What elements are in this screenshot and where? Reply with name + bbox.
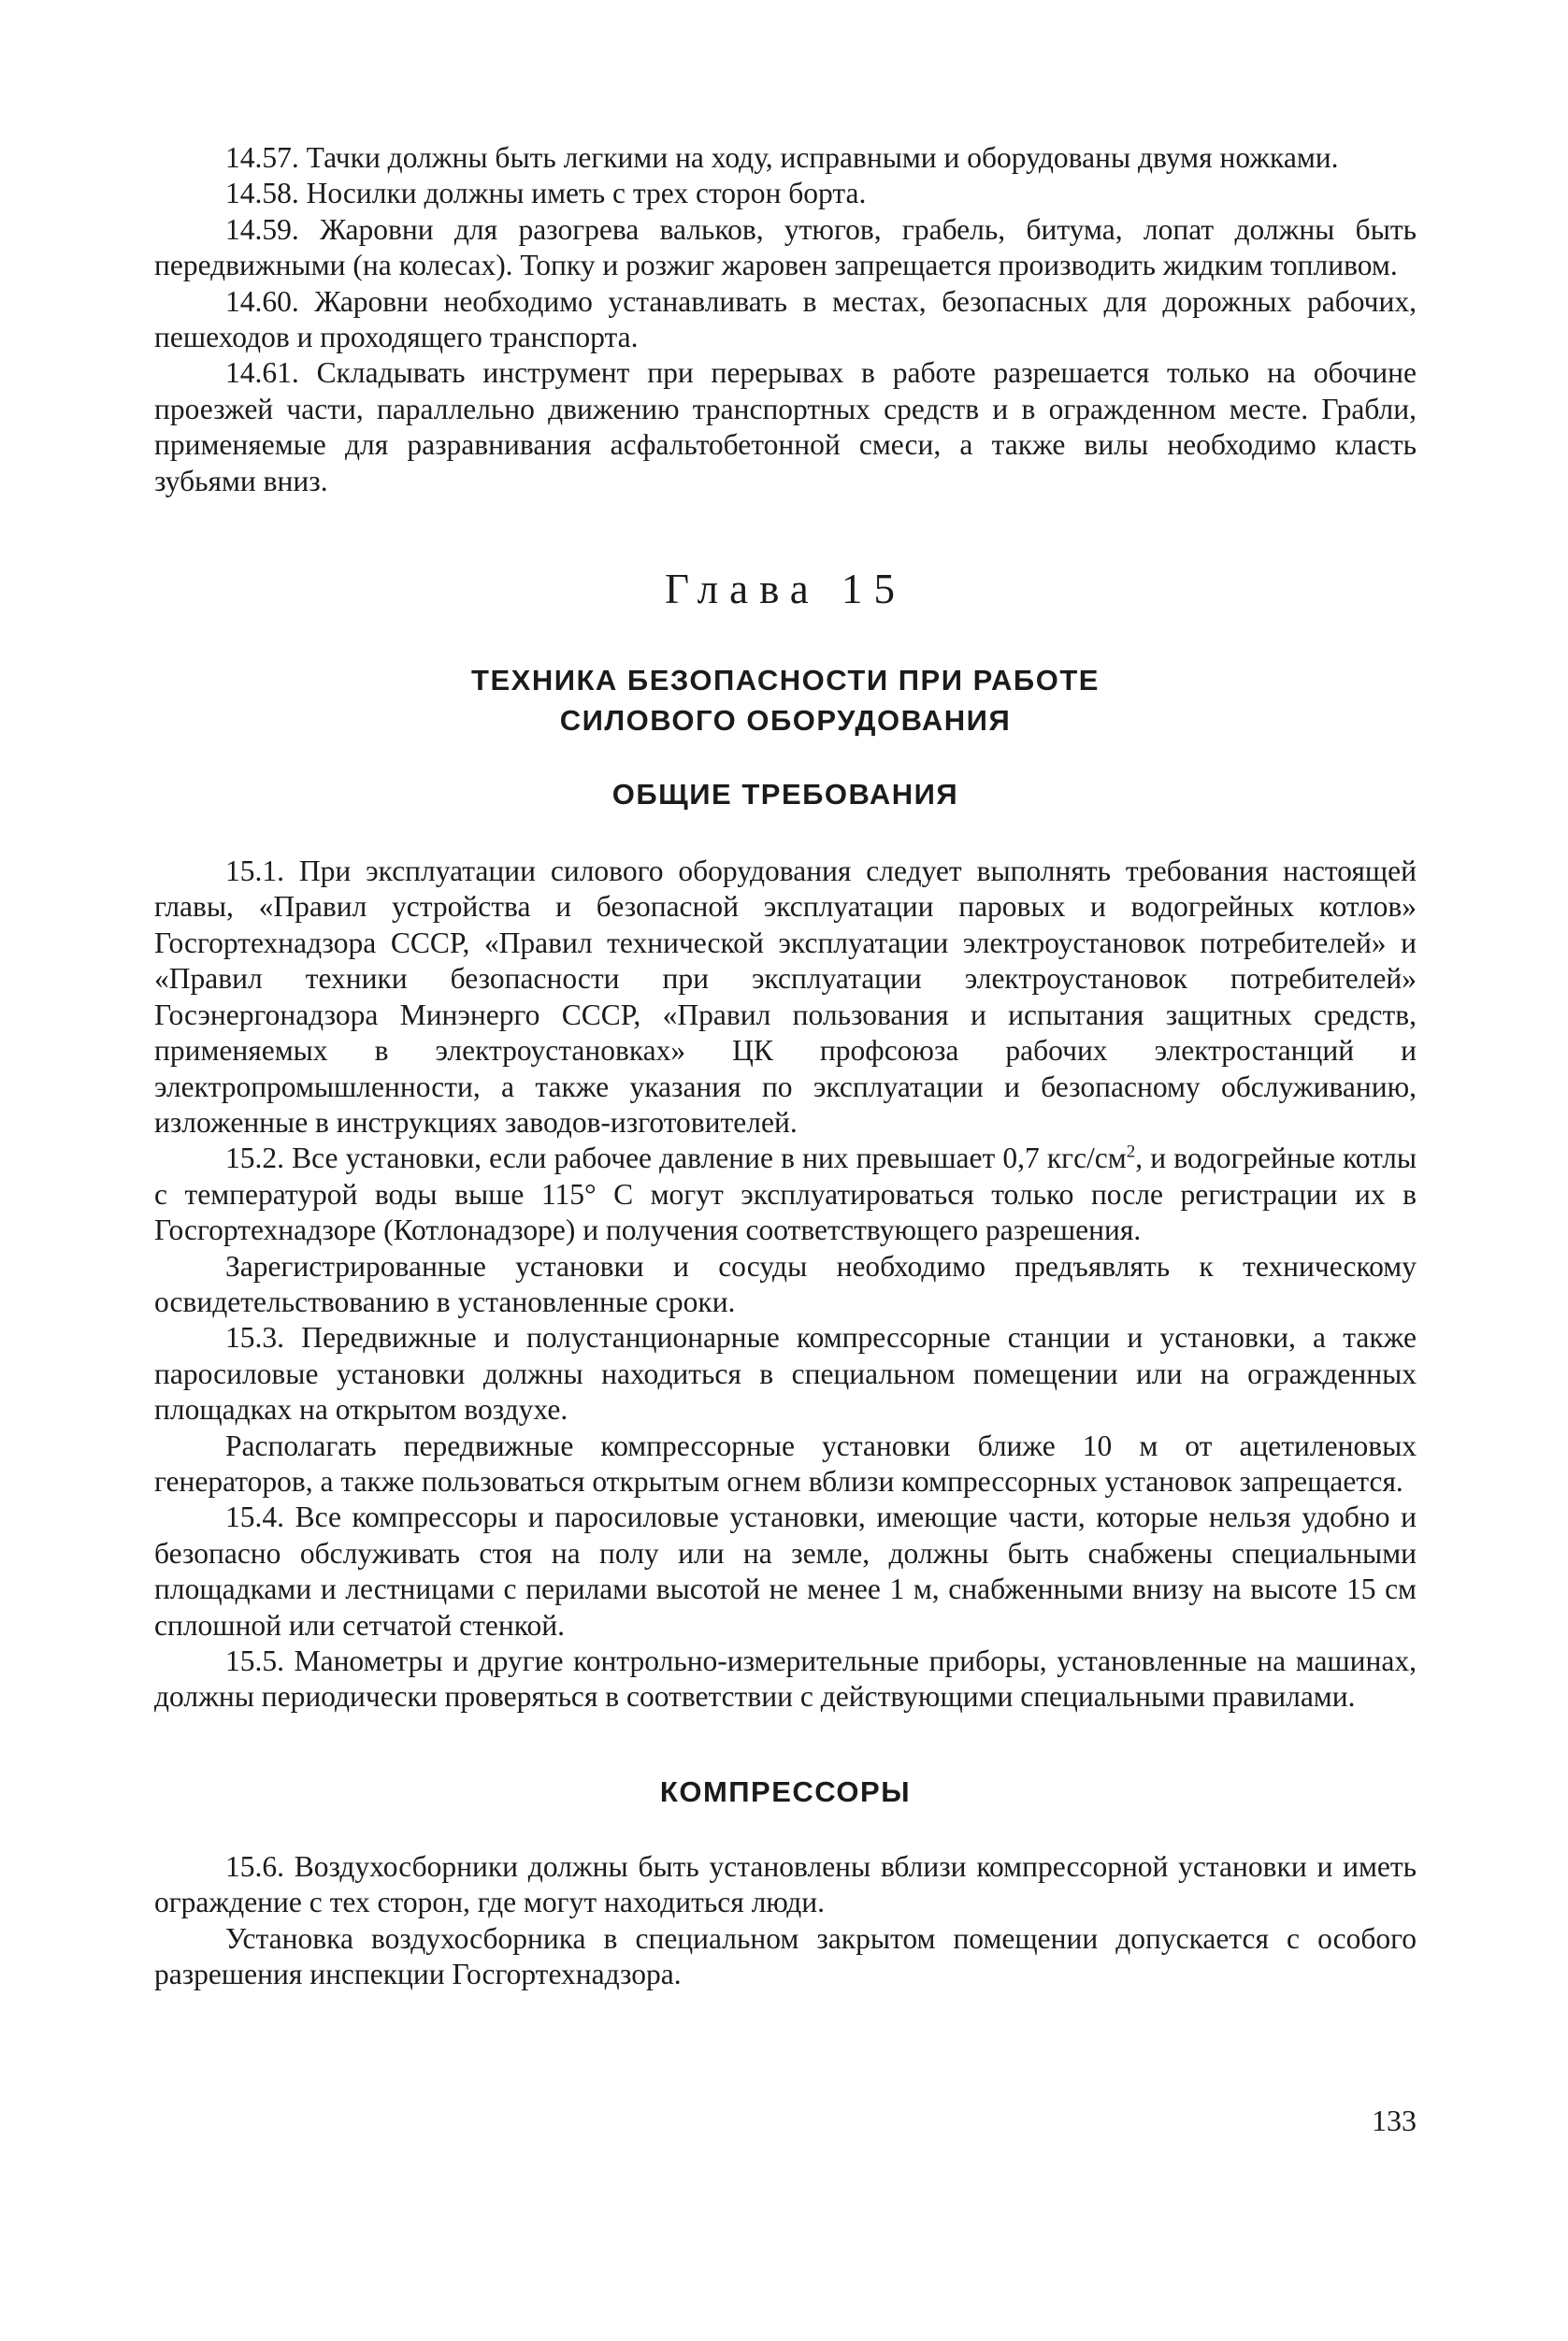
paragraph-15-3-continued: Располагать передвижные компрессорные установки ближе 10 м от ацетиленовых генераторов, а также пользоваться открытым огнем вблизи компрессорных установок запрещается. — [154, 1429, 1417, 1498]
page-number: 133 — [1372, 2104, 1417, 2137]
paragraph-15-2-part-a: 15.2. Все установки, если рабочее давление в них превышает 0,7 кгс/см — [225, 1142, 1127, 1175]
paragraph-14-57: 14.57. Тачки должны быть легкими на ходу, исправными и оборудованы двумя ножками. — [225, 141, 1339, 174]
paragraph-14-60: 14.60. Жаровни необходимо устанавливать в местах, безопасных для дорожных рабочих, пешеходов и проходящего транспорта. — [154, 284, 1417, 354]
paragraph-15-2 — [154, 1141, 1417, 1248]
chapter-label: Глава 15 — [665, 566, 906, 613]
paragraph-15-3: 15.3. Передвижные и полустанционарные компрессорные станции и установки, а также паросиловые установки должны находиться в специальном помещении или на огражденных площадках на открытом воздухе. — [154, 1321, 1417, 1427]
paragraph-15-5: 15.5. Манометры и другие контрольно-измерительные приборы, установленные на машинах, должны периодически проверяться в соответствии с действующими специальными правилами. — [154, 1644, 1417, 1714]
chapter-title-line-2: СИЛОВОГО ОБОРУДОВАНИЯ — [559, 704, 1012, 738]
paragraph-15-1: 15.1. При эксплуатации силового оборудования следует выполнять требования настоящей главы, «Правил устройства и безопасной эксплуатации паровых и водогрейных котлов» Госгортехнадзора СССР, «Правил технической эксплуатации электроустановок потребителей» и «Правил техники безопасности при эксплуатации электроустановок потребителей» Госэнергонадзора Минэнерго СССР, «Правил пользования и испытания защитных средств, применяемых в электроустановках» ЦК профсоюза рабочих электростанций и электропромышленности, а также указания по эксплуатации и безопасному обслуживанию, изложенные в инструкциях заводов-изготовителей. — [154, 855, 1417, 1139]
section-heading-general: ОБЩИЕ ТРЕБОВАНИЯ — [611, 778, 959, 811]
chapter-title-line-1: ТЕХНИКА БЕЗОПАСНОСТИ ПРИ РАБОТЕ — [471, 664, 1100, 697]
paragraph-15-2-continued: Зарегистрированные установки и сосуды необходимо предъявлять к техническому освидетельствованию в установленные сроки. — [154, 1249, 1417, 1318]
page-body — [154, 140, 1417, 1992]
paragraph-15-6-continued: Установка воздухосборника в специальном закрытом помещении допускается с особого разрешения инспекции Госгортехнадзора. — [154, 1921, 1417, 1991]
superscript-2: 2 — [1126, 1142, 1136, 1162]
paragraph-15-4: 15.4. Все компрессоры и паросиловые установки, имеющие части, которые нельзя удобно и безопасно обслуживать стоя на полу или на земле, должны быть снабжены специальными площадками и лестницами с перилами высотой не менее 1 м, снабженными внизу на высоте 15 см сплошной или сетчатой стенкой. — [154, 1501, 1417, 1642]
paragraph-15-6: 15.6. Воздухосборники должны быть установлены вблизи компрессорной установки и иметь ограждение с тех сторон, где могут находиться люди. — [154, 1849, 1417, 1919]
paragraph-15-2-part-b: , и водогрейные котлы с температурой воды выше 115° С могут эксплуатироваться только после регистрации их в Госгортехнадзоре (Котлонадзоре) и получения соответствующего разрешения. — [154, 1142, 1417, 1247]
section-heading-compressors: КОМПРЕССОРЫ — [659, 1774, 912, 1808]
paragraph-14-59: 14.59. Жаровни для разогрева вальков, утюгов, грабель, битума, лопат должны быть передвижными (на колесах). Топку и розжиг жаровен запрещается производить жидким топливом. — [154, 212, 1417, 282]
paragraph-14-61: 14.61. Складывать инструмент при перерывах в работе разрешается только на обочине проезжей части, параллельно движению транспортных средств и в огражденном месте. Грабли, применяемые для разравнивания асфальтобетонной смеси, а также вилы необходимо класть зубьями вниз. — [154, 356, 1417, 497]
paragraph-14-58: 14.58. Носилки должны иметь с трех сторон борта. — [225, 177, 867, 210]
